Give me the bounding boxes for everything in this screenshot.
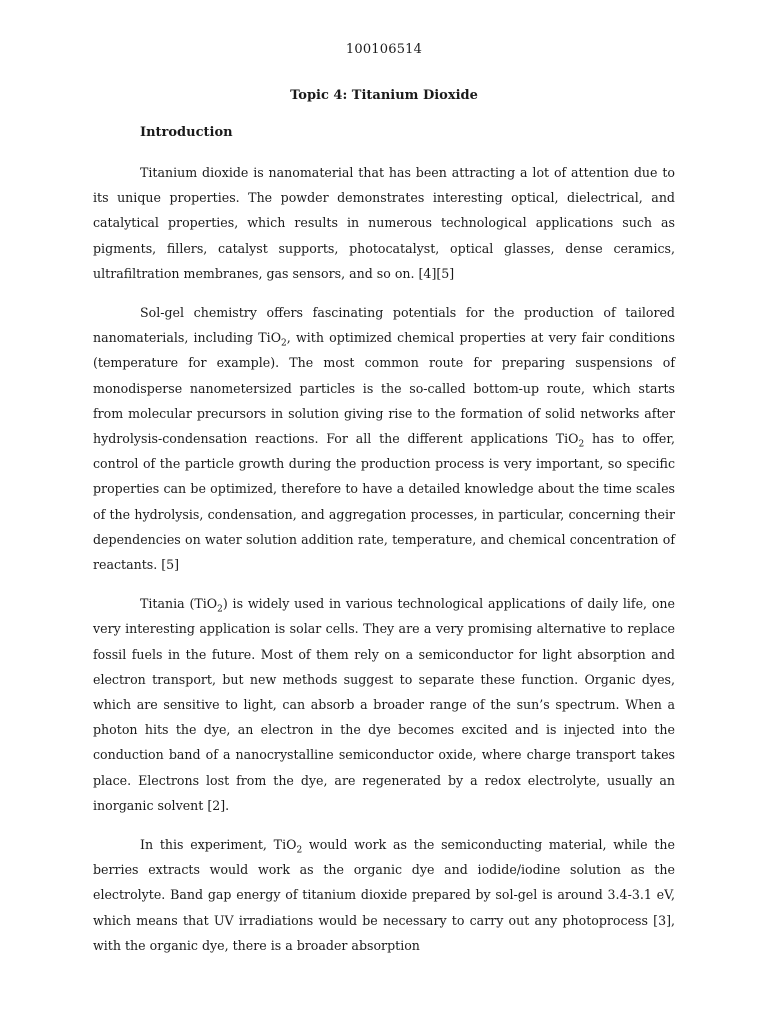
subscript-2: 2 <box>217 604 223 615</box>
paragraph-3 <box>93 591 675 818</box>
subscript-2: 2 <box>578 439 585 450</box>
paragraph-2 <box>93 300 675 577</box>
subscript-2: 2 <box>281 338 287 349</box>
paragraph-4 <box>93 832 675 958</box>
document-body <box>93 160 675 972</box>
paragraph-1: Titanium dioxide is nanomaterial that has been attracting a lot of attention due to its unique properties. The powder demonstrates interesting optical, dielectrical, and catalytical properties, which results in numerous technological applications such as pigments, fillers, catalyst supports, photocatalyst, optical glasses, dense ceramics, ultrafiltration membranes, gas sensors, and so on. [4][5] <box>93 165 675 281</box>
page-title: Topic 4: Titanium Dioxide <box>290 88 478 103</box>
paragraph-2-text-b: , with optimized chemical properties at very fair conditions (temperature for example). The most common route for preparing suspensions of monodisperse nanometersized particles is the so-called bottom-up route, which starts from molecular precursors in solution giving rise to the formation of solid networks after hydrolysis-condensation reactions. For all the different applications TiO <box>93 330 675 447</box>
paragraph-3-text-b: ) is widely used in various technological applications of daily life, one very interesting application is solar cells. They are a very promising alternative to replace fossil fuels in the future. Most of them rely on a semiconductor for light absorption and electron transport, but new methods suggest to separate these function. Organic dyes, which are sensitive to light, can absorb a broader range of the sun’s spectrum. When a photon hits the dye, an electron in the dye becomes excited and is injected into the conduction band of a nanocrystalline semiconductor oxide, where charge transport takes place. Electrons lost from the dye, are regenerated by a redox electrolyte, usually an inorganic solvent [2]. <box>93 596 675 813</box>
paragraph-3-text-a: Titania (TiO <box>140 596 218 612</box>
section-heading-introduction: Introduction <box>140 125 233 140</box>
paragraph-2-text-c: has to offer, control of the particle growth during the production process is very important, so specific properties can be optimized, therefore to have a detailed knowledge about the time scales of the hydrolysis, condensation, and aggregation processes, in particular, concerning their dependencies on water solution addition rate, temperature, and chemical concentration of reactants. [5] <box>93 431 676 573</box>
subscript-2: 2 <box>296 845 303 856</box>
paragraph-4-text-a: In this experiment, TiO <box>140 837 297 853</box>
paragraph-2-text-a: Sol-gel chemistry offers fascinating potentials for the production of tailored nanomaterials, including TiO <box>93 305 675 346</box>
paragraph-4-text-b: would work as the semiconducting material, while the berries extracts would work as the organic dye and iodide/iodine solution as the electrolyte. Band gap energy of titanium dioxide prepared by sol-gel is around 3.4-3.1 eV, which means that UV irradiations would be necessary to carry out any photoprocess [3], with the organic dye, there is a broader absorption <box>93 837 675 953</box>
document-id: 100106514 <box>345 42 423 57</box>
